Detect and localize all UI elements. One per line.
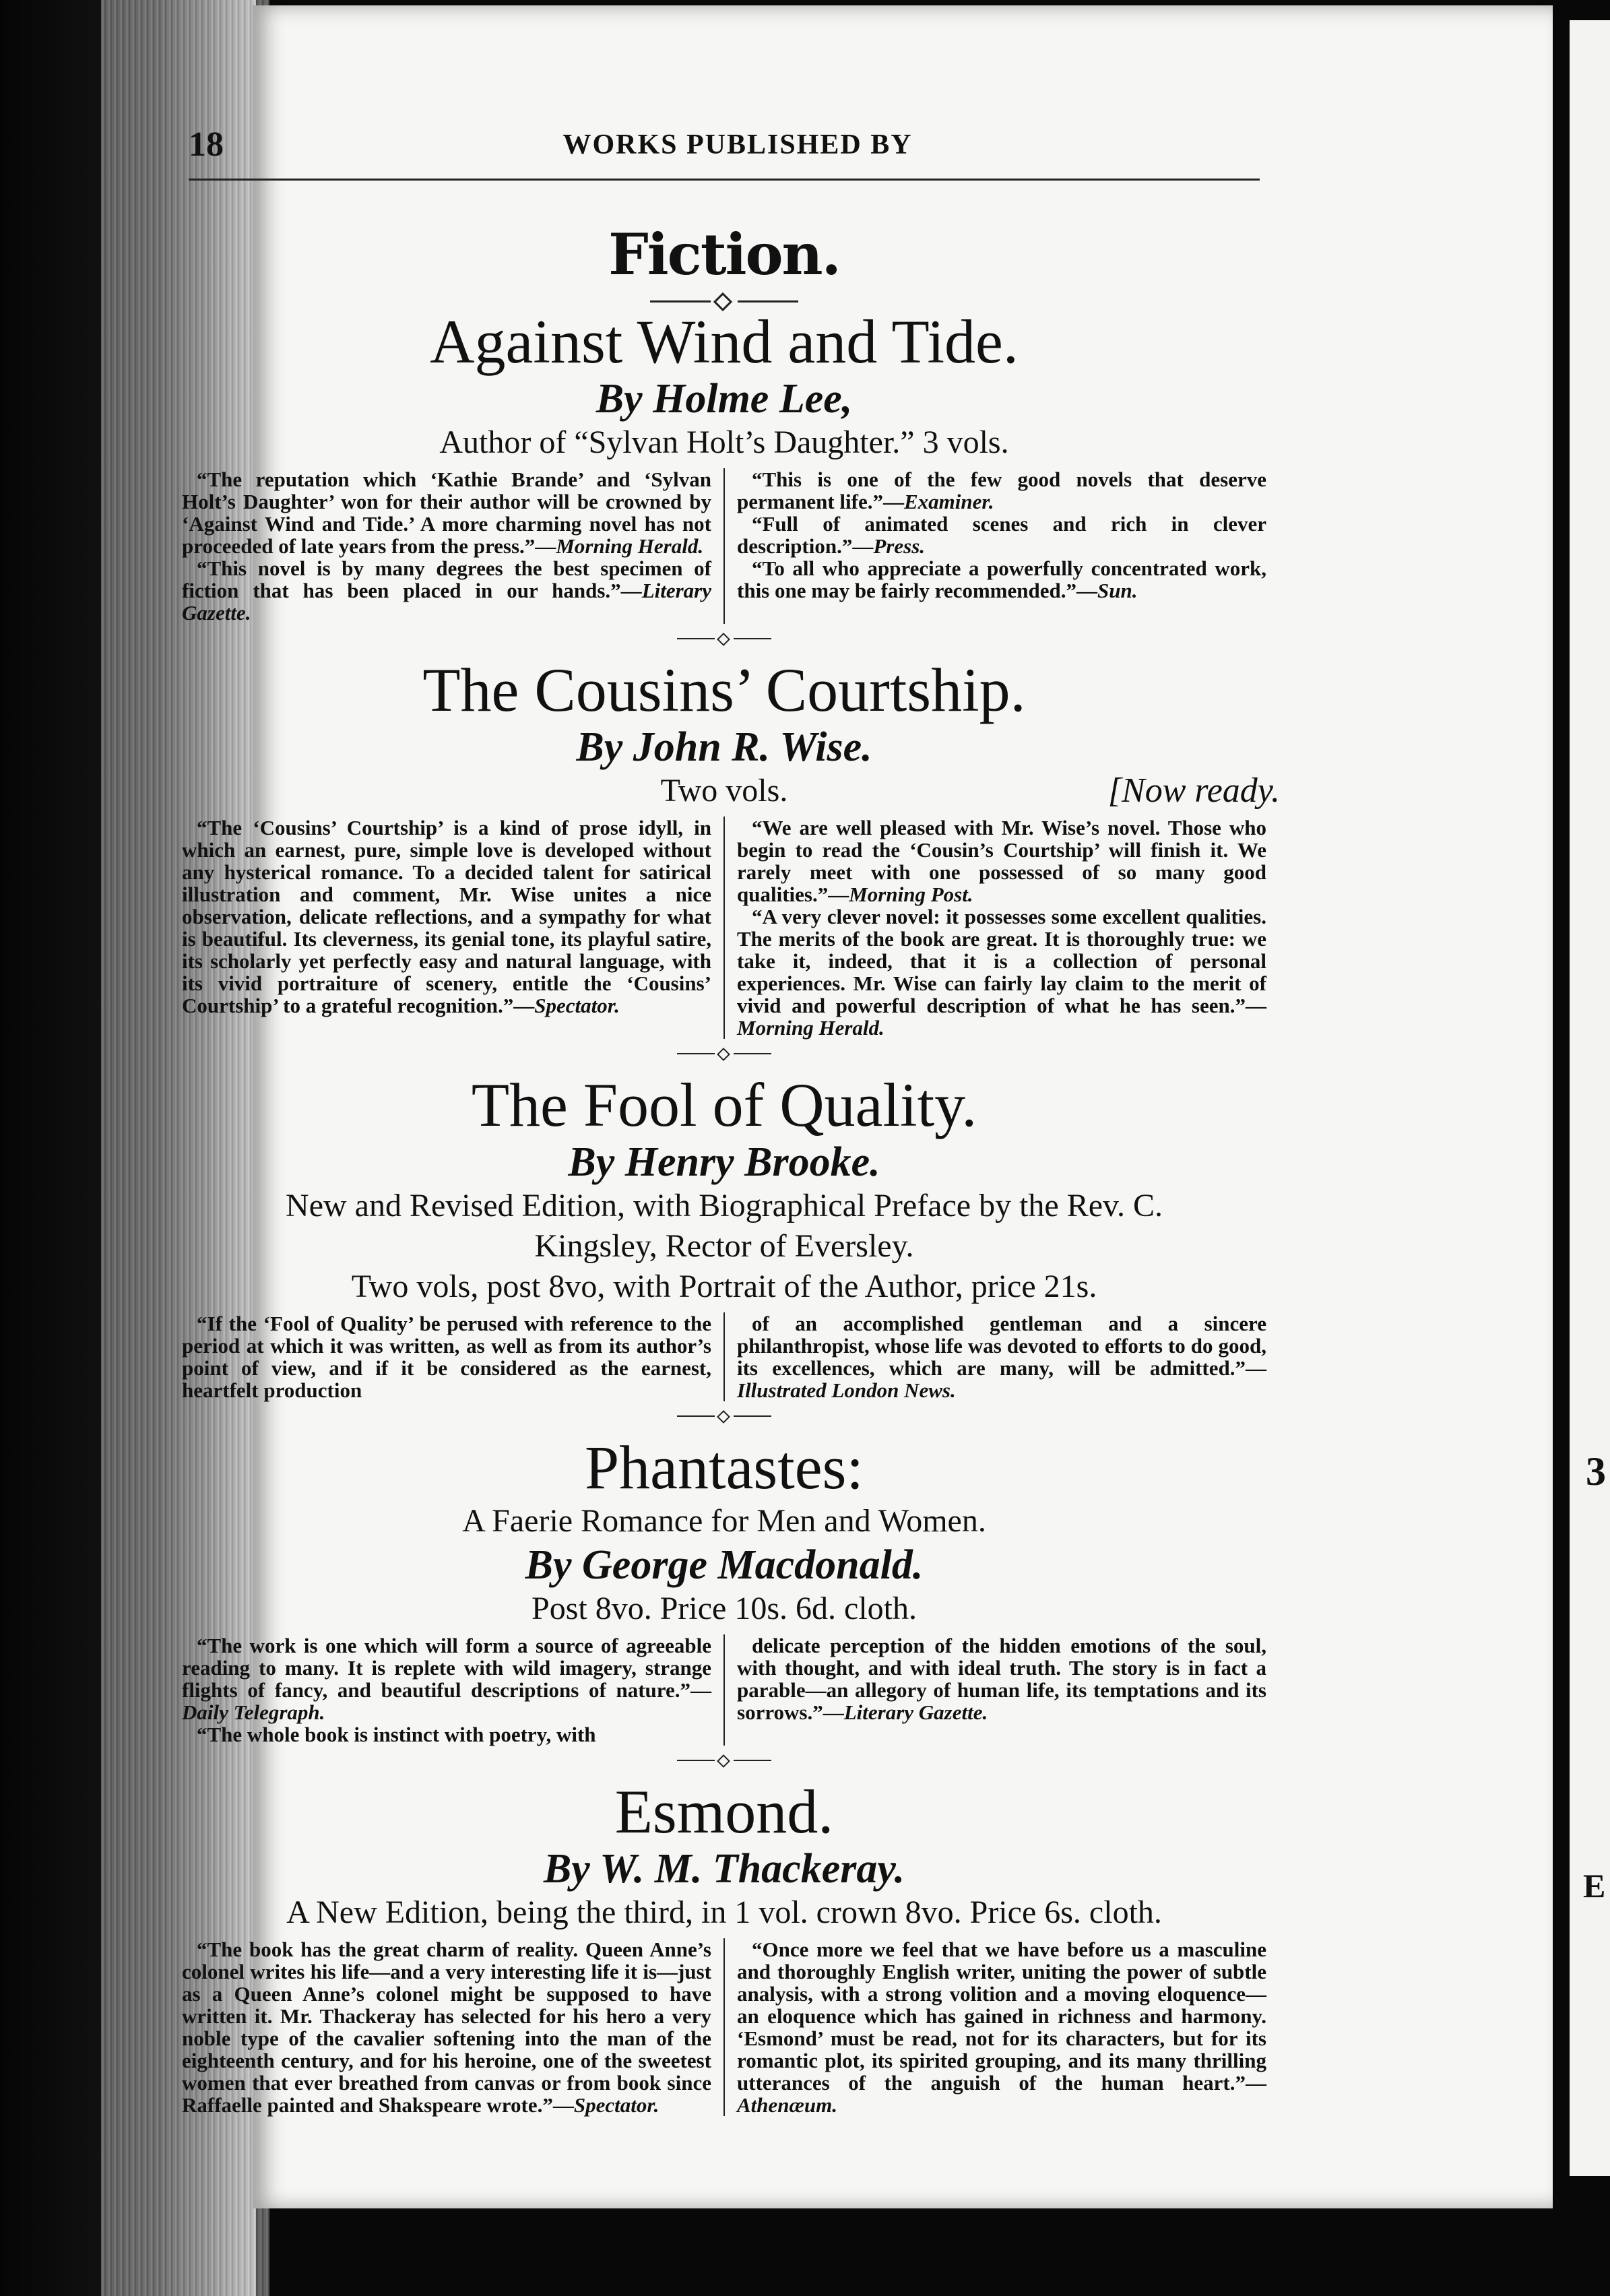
book-details: Kingsley, Rector of Eversley. [534,1228,914,1264]
review-quote: “This is one of the few good novels that deserve permanent life.”—Examiner. [737,468,1266,513]
review-source: Daily Telegraph. [182,1700,325,1724]
review-source: Illustrated London News. [737,1378,956,1402]
review-column-left [182,817,725,1039]
book-title: The Fool of Quality. [471,1071,977,1139]
book-author: By W. M. Thackeray. [543,1846,905,1892]
review-source: Athenæum. [737,2093,838,2117]
book-entry [182,1755,1266,2116]
review-source: Press. [873,534,926,558]
review-quote: “If the ‘Fool of Quality’ be perused with reference to the period at which it was written, as well as from its author’s point of view, and if it be considered as the earnest, heartfelt production [182,1312,711,1402]
review-source: Sun. [1097,579,1138,602]
review-quote: “Full of animated scenes and rich in clever description.”—Press. [737,512,1266,558]
book-title: Against Wind and Tide. [430,307,1019,376]
review-quote: “To all who appreciate a powerfully concentrated work, this one may be fairly recommended.”—Sun. [737,556,1266,602]
book-entry [182,1411,1266,1746]
availability-note: [Now ready. [1107,771,1280,810]
review-quote: “The book has the great charm of reality. Queen Anne’s colonel writes his life—and a very interesting life it is—just as a Queen Anne’s colonel might be supposed to have written it. Mr. Thackeray has selected for his hero a very noble type of the cavalier softening into the man of the eighteenth century, and for his heroine, one of the sweetest women that ever breathed from canvas or from book since Raffaelle painted and Shakspeare wrote.”—Spectator. [182,1938,711,2117]
book-entry [182,633,1280,1040]
book-details-row [182,771,1280,811]
book-author: By John R. Wise. [576,724,872,770]
book-details: Two vols, post 8vo, with Portrait of the Author, price 21s. [351,1269,1097,1304]
review-source: Literary Gazette. [182,579,711,625]
book-title: Phantastes: [585,1433,864,1502]
review-column-left [182,1312,725,1401]
review-column-right [725,817,1266,1039]
book-details: Author of “Sylvan Holt’s Daughter.” 3 vols. [439,424,1009,460]
book-details: Post 8vo. Price 10s. 6d. cloth. [532,1591,917,1626]
facing-page-edge [1570,20,1610,2176]
section-title: Fiction. [608,221,840,288]
review-quote: “We are well pleased with Mr. Wise’s novel. Those who begin to read the ‘Cousin’s Courtship’ will finish it. We rarely meet with one possessed of so many good qualities.”—Morning Post. [737,816,1266,906]
review-source: Morning Herald. [556,534,704,558]
review-source: Spectator. [573,2093,659,2117]
review-columns [182,1634,1266,1746]
entry-separator [677,1755,771,1766]
review-column-left [182,1938,725,2116]
review-source: Morning Post. [849,883,973,906]
review-source: Spectator. [534,994,620,1017]
review-column-right [725,1312,1266,1401]
book-author: By Henry Brooke. [568,1139,880,1185]
book-title: The Cousins’ Courtship. [422,656,1026,724]
review-quote: “The whole book is instinct with poetry, with [197,1723,596,1746]
page-number: 18 [189,125,224,164]
book-entry [182,1048,1266,1401]
page-content [182,125,1502,2116]
entry-separator [677,633,771,644]
book-entry [182,308,1266,624]
facing-page-glyph: E [1583,1867,1606,1905]
review-column-right [725,468,1266,624]
review-columns [182,817,1266,1039]
review-columns [182,1938,1266,2116]
review-source: Examiner. [903,490,994,513]
review-quote: “A very clever novel: it possesses some excellent qualities. The merits of the book are great. It is thoroughly true: we take it, indeed, that it is a collection of personal experiences. Mr. Wise can fairly lay claim to the merit of vivid and powerful description of what he has seen.”—Morning Herald. [737,905,1266,1040]
review-source: Literary Gazette. [843,1700,988,1724]
book-details: Two vols. [660,773,788,808]
review-quote: “The ‘Cousins’ Courtship’ is a kind of prose idyll, in which an earnest, pure, simple love is developed without any hysterical romance. To a decided talent for satirical illustration and comment, Mr. Wise unites a nice observation, delicate reflections, and a sympathy for what is beautiful. Its cleverness, its genial tone, its playful satire, its scholarly yet perfectly easy and natural language, with its vivid portraiture of scenery, entitle the ‘Cousins’ Courtship’ to a grateful recognition.”—Spectator. [182,816,711,1017]
book-title: Esmond. [614,1777,834,1846]
review-quote: “The reputation which ‘Kathie Brande’ and ‘Sylvan Holt’s Daughter’ won for their author will be crowned by ‘Against Wind and Tide.’ A more charming novel has not proceeded of late years from the press.”—Morning Herald. [182,468,711,558]
review-column-right [725,1634,1266,1746]
review-quote: “The work is one which will form a source of agreeable reading to many. It is replete with wild imagery, strange flights of fancy, and beautiful descriptions of nature.”—Daily Telegraph. [182,1634,711,1724]
review-quote: “Once more we feel that we have before us a masculine and thoroughly English writer, uniting the power of subtle analysis, with a strong volition and a moving eloquence—an eloquence which has gained in richness and harmony. ‘Esmond’ must be read, not for its characters, but for its romantic plot, its spirited grouping, and its many thrilling utterances of the anguish of the human heart.”—Athenæum. [737,1938,1266,2117]
review-columns [182,1312,1266,1401]
review-quote: of an accomplished gentleman and a sincere philanthropist, whose life was devoted to efforts to do good, its excellences, which are many, will be admitted.”—Illustrated London News. [737,1312,1266,1402]
running-head: WORKS PUBLISHED BY [562,129,913,160]
ornament-divider [650,294,798,308]
entry-separator [677,1048,771,1059]
book-author: By George Macdonald. [525,1542,924,1588]
book-details: A New Edition, being the third, in 1 vol. crown 8vo. Price 6s. cloth. [286,1894,1162,1930]
review-quote: “This novel is by many degrees the best specimen of fiction that has been placed in our hands.”—Literary Gazette. [182,556,711,625]
page-header [189,125,1260,181]
book-details: New and Revised Edition, with Biographical Preface by the Rev. C. [286,1188,1163,1223]
book-author: By Holme Lee, [595,376,853,422]
review-quote: delicate perception of the hidden emotions of the soul, with thought, and with ideal truth. The story is in fact a parable—an allegory of human life, its temptations and its sorrows.”—Literary Gazette. [737,1634,1266,1724]
review-column-left [182,468,725,624]
review-source: Morning Herald. [737,1016,884,1040]
review-columns [182,468,1266,624]
review-column-left [182,1634,725,1746]
book-subtitle: A Faerie Romance for Men and Women. [462,1503,986,1539]
review-column-right [725,1938,1266,2116]
facing-page-glyph: 3 [1586,1449,1606,1494]
entry-separator [677,1411,771,1422]
